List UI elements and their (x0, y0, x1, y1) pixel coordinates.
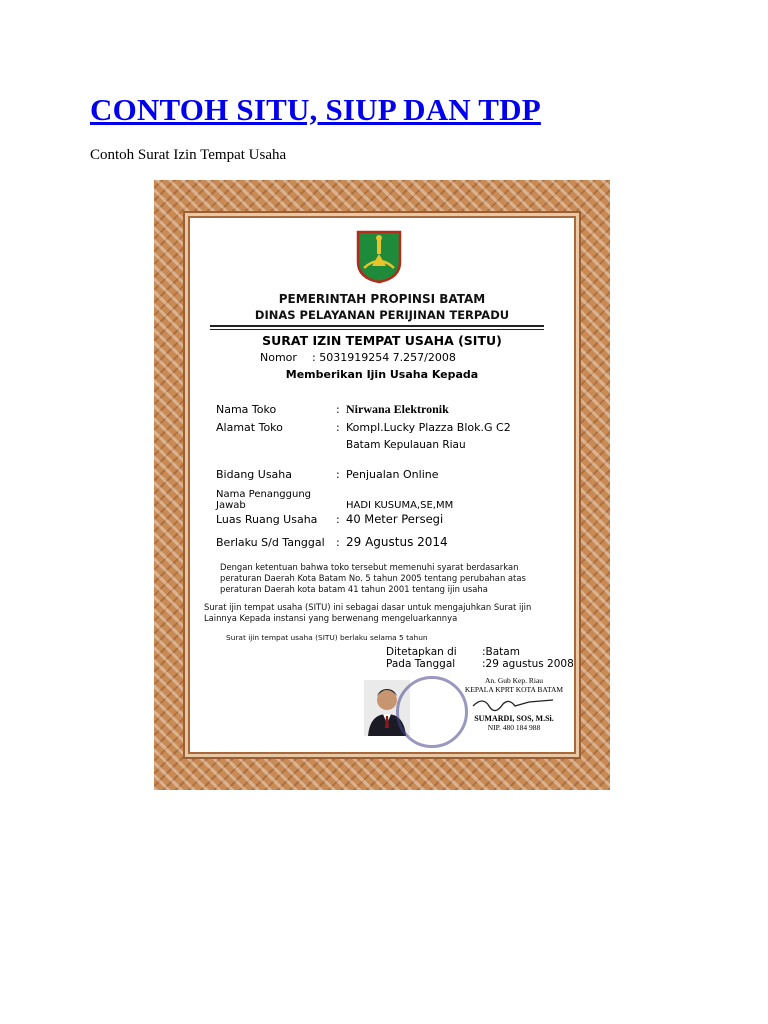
field-label: Bidang Usaha (216, 468, 293, 481)
field-label: Alamat Toko (216, 421, 283, 434)
field-value: 29 Agustus 2014 (346, 535, 448, 549)
nomor-value: : 5031919254 7.257/2008 (312, 351, 456, 364)
field-penanggung-jawab (216, 489, 453, 511)
field-value: Nirwana Elektronik (346, 402, 449, 416)
validity-paragraph: Surat ijin tempat usaha (SITU) berlaku selama 5 tahun (226, 633, 428, 642)
signatory-name: SUMARDI, SOS, M.Si. (474, 714, 554, 723)
field-label: Berlaku S/d Tanggal (216, 536, 325, 549)
page-title-link[interactable]: CONTOH SITU, SIUP DAN TDP (90, 92, 541, 127)
province-emblem-icon (354, 228, 404, 284)
field-label: Luas Ruang Usaha (216, 513, 318, 526)
field-label: Nama Penanggung Jawab (216, 489, 312, 511)
field-value: Penjualan Online (346, 468, 439, 481)
purpose-paragraph: Surat ijin tempat usaha (SITU) ini sebagai dasar untuk mengajuhkan Surat ijin Lainnya Kepada instansi yang berwenang mengeluarkannya (204, 602, 532, 623)
sign-title: An. Gub Kep. Riau (484, 676, 544, 685)
grant-line: Memberikan Ijin Usaha Kepada (285, 368, 479, 381)
tanggal-label: Pada Tanggal (386, 658, 456, 670)
sign-office: KEPALA KPRT KOTA BATAM (464, 685, 564, 694)
nomor-label: Nomor (260, 351, 297, 364)
government-title: PEMERINTAH PROPINSI BATAM (278, 292, 486, 306)
certificate-image (154, 180, 610, 790)
ditetapkan-label: Ditetapkan di (386, 646, 457, 658)
signatory-nip: NIP. 480 184 988 (487, 723, 541, 732)
terms-paragraph: Dengan ketentuan bahwa toko tersebut memenuhi syarat berdasarkan peraturan Daerah Kota Batam No. 5 tahun 2005 tentang perubahan atas peraturan Daerah kota batam 41 tahun 2001 tentang ijin usaha (220, 562, 526, 594)
tanggal-value: :29 agustus 2008 (482, 658, 574, 670)
agency-title: DINAS PELAYANAN PERIJINAN TERPADU (254, 308, 510, 322)
field-berlaku: Berlaku S/d Tanggal : 29 Agustus 2014 (216, 535, 448, 549)
document-number (260, 351, 456, 364)
document-title: SURAT IZIN TEMPAT USAHA (SITU) (262, 333, 502, 348)
field-luas-ruang: Luas Ruang Usaha : 40 Meter Persegi (216, 512, 444, 526)
field-value: HADI KUSUMA,SE,MM (346, 500, 454, 511)
signature-block (454, 676, 574, 732)
certificate-panel (188, 216, 576, 754)
field-label: Nama Toko (216, 403, 277, 416)
title-divider (210, 325, 544, 327)
field-nama-toko: Nama Toko : Nirwana Elektronik (216, 402, 449, 416)
page-subtitle: Contoh Surat Izin Tempat Usaha (90, 147, 287, 163)
field-alamat-line2: Batam Kepulauan Riau (346, 439, 466, 451)
issue-place-date (386, 646, 574, 670)
field-value: Kompl.Lucky Plazza Blok.G C2 (346, 421, 511, 434)
title-divider-thin (210, 329, 544, 330)
signature-scribble-icon (469, 694, 559, 712)
ditetapkan-value: :Batam (482, 646, 520, 658)
field-bidang-usaha: Bidang Usaha : Penjualan Online (216, 468, 439, 481)
field-alamat-toko: Alamat Toko : Kompl.Lucky Plazza Blok.G C2 (216, 421, 511, 434)
field-value: 40 Meter Persegi (346, 512, 444, 526)
